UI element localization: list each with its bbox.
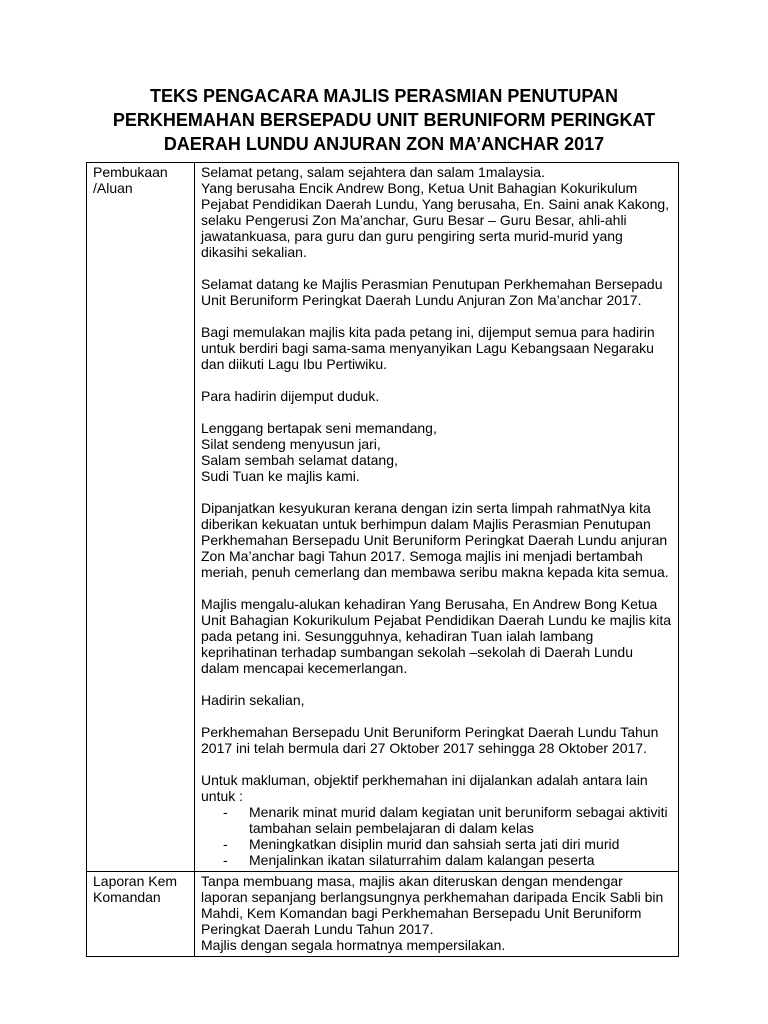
welcome-paragraph: Selamat datang ke Majlis Perasmian Penutupan Perkhemahan Bersepadu Unit Beruniform Peringkat Daerah Lundu Anjuran Zon Ma’anchar 2017. (201, 276, 663, 308)
emcee-script-table (86, 162, 679, 957)
seated-paragraph: Para hadirin dijemput duduk. (201, 388, 380, 404)
title-line-2: PERKHEMAHAN BERSEPADU UNIT BERUNIFORM PERINGKAT (112, 110, 656, 130)
row-label-cell (87, 163, 195, 872)
row-content-cell (195, 872, 679, 957)
pantun-line: Silat sendeng menyusun jari, (201, 436, 381, 452)
anthem-paragraph: Bagi memulakan majlis kita pada petang ini, dijemput semua para hadirin untuk berdiri bagi sama-sama menyanyikan Lagu Kebangsaan Negaraku dan diikuti Lagu Ibu Pertiwiku. (201, 324, 655, 372)
invitation-line: Majlis dengan segala hormatnya mempersilakan. (201, 937, 506, 953)
table-row-pembukaan (87, 163, 679, 872)
camp-dates-paragraph: Perkhemahan Bersepadu Unit Beruniform Peringkat Daerah Lundu Tahun 2017 ini telah bermula dari 27 Oktober 2017 sehingga 28 Oktober 2017. (201, 724, 659, 756)
row-label-cell (87, 872, 195, 957)
pantun-line: Lenggang bertapak seni memandang, (201, 420, 437, 436)
row-label: /Aluan (93, 180, 133, 196)
row-label: Pembukaan (93, 164, 168, 180)
dash-bullet: - (223, 804, 228, 820)
title-line-1: TEKS PENGACARA MAJLIS PERASMIAN PENUTUPAN (149, 86, 619, 106)
title-line-3: DAERAH LUNDU ANJURAN ZON MA’ANCHAR 2017 (163, 134, 605, 154)
row-label: Laporan Kem (93, 873, 178, 889)
row-content-cell (195, 163, 679, 872)
vip-welcome-paragraph: Majlis mengalu-alukan kehadiran Yang Berusaha, En Andrew Bong Ketua Unit Bahagian Kokurikulum Pejabat Pendidikan Daerah Lundu ke majlis kita pada petang ini. Sesungguhnya, kehadiran Tuan ialah lambang keprihatinan terhadap sumbangan sekolah –sekolah di Daerah Lundu dalam mencapai kecemerlangan. (201, 596, 672, 676)
row-label: Komandan (93, 889, 161, 905)
dash-bullet: - (223, 852, 228, 868)
objectives-intro: Untuk makluman, objektif perkhemahan ini dijalankan adalah antara lain untuk : (201, 772, 648, 804)
table-row-laporan (87, 872, 679, 957)
pantun-line: Sudi Tuan ke majlis kami. (201, 468, 360, 484)
list-item (201, 804, 672, 836)
dash-bullet: - (223, 836, 228, 852)
report-paragraph: Tanpa membuang masa, majlis akan diteruskan dengan mendengar laporan sepanjang berlangsungnya perkhemahan daripada Encik Sabli bin Mahdi, Kem Komandan bagi Perkhemahan Bersepadu Unit Beruniform Peringkat Daerah Lundu Tahun 2017. (201, 873, 664, 937)
audience-paragraph: Hadirin sekalian, (201, 692, 305, 708)
objective-text: Menarik minat murid dalam kegiatan unit beruniform sebagai aktiviti tambahan selain pembelajaran di dalam kelas (249, 804, 668, 836)
pantun-line: Salam sembah selamat datang, (201, 452, 398, 468)
document-title (80, 84, 688, 156)
list-item (201, 852, 672, 868)
list-item (201, 836, 672, 852)
pantun (201, 420, 672, 484)
greeting-line: Selamat petang, salam sejahtera dan salam 1malaysia. (201, 164, 545, 180)
gratitude-paragraph: Dipanjatkan kesyukuran kerana dengan izin serta limpah rahmatNya kita diberikan kekuatan untuk berhimpun dalam Majlis Perasmian Penutupan Perkhemahan Bersepadu Unit Beruniform Peringkat Daerah Lundu anjuran Zon Ma’anchar bagi Tahun 2017. Semoga majlis ini menjadi bertambah meriah, penuh cemerlang dan membawa seribu makna kepada kita semua. (201, 500, 669, 580)
objective-text: Meningkatkan disiplin murid dan sahsiah serta jati diri murid (249, 836, 620, 852)
objectives-list (201, 804, 672, 868)
salutation-paragraph: Yang berusaha Encik Andrew Bong, Ketua Unit Bahagian Kokurikulum Pejabat Pendidikan Daerah Lundu, Yang berusaha, En. Saini anak Kakong, selaku Pengerusi Zon Ma’anchar, Guru Besar – Guru Besar, ahli-ahli jawatankuasa, para guru dan guru pengiring serta murid-murid yang dikasihi sekalian. (201, 180, 670, 260)
objective-text: Menjalinkan ikatan silaturrahim dalam kalangan peserta (249, 852, 595, 868)
